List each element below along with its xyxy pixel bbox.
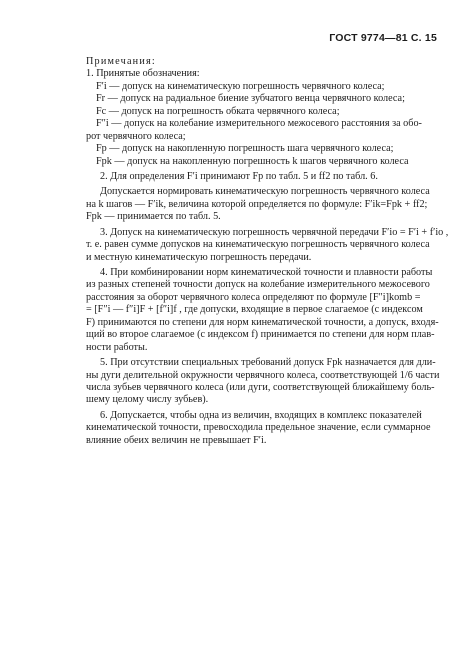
text-line: 5. При отсутствии специальных требований допуск Fpk назначается для дли-: [100, 357, 436, 369]
notes-lines: [86, 68, 449, 447]
text-line: кинематической точности, превосходила предельное значение, если суммарное: [86, 422, 431, 434]
text-line: Fc — допуск на погрешность обката червячного колеса;: [96, 105, 340, 117]
text-line: Fp — допуск на накопленную погрешность шага червячного колеса;: [96, 143, 394, 155]
text-line: ности работы.: [86, 341, 148, 353]
text-line: = [F″i — f″i]F + [f″i]f , где допуски, входящие в первое слагаемое (с индексом: [86, 304, 423, 316]
text-line: т. е. равен сумме допусков на кинематическую погрешность червячного колеса: [86, 239, 430, 251]
text-line: 4. При комбинировании норм кинематической точности и плавности работы: [100, 267, 433, 278]
text-line: 6. Допускается, чтобы одна из величин, входящих в комплекс показателей: [100, 409, 422, 421]
text-line: F″i — допуск на колебание измерительного межосевого расстояния за обо-: [96, 118, 422, 130]
notes-title: Примечания:: [86, 56, 156, 67]
notes-block: [86, 56, 449, 447]
text-line: Допускается нормировать кинематическую погрешность червячного колеса: [100, 186, 430, 198]
text-line: Fpk — допуск на накопленную погрешность k шагов червячного колеса: [96, 155, 409, 167]
text-line: F) принимаются по степени для норм кинематической точности, а допуск, входя-: [86, 316, 439, 328]
text-line: ны дуги делительной окружности червячного колеса, соответствующей 1/6 части: [86, 369, 440, 381]
text-line: Fr — допуск на радиальное биение зубчатого венца червячного колеса;: [96, 93, 405, 105]
text-line: на k шагов — F′ik, величина которой определяется по формуле: F′ik=Fpk + ff2;: [86, 198, 428, 210]
text-line: щий во второе слагаемое (с индексом f) принимается по степени для норм плав-: [86, 329, 435, 341]
text-line: шему целому числу зубьев).: [86, 394, 209, 406]
text-line: 1. Принятые обозначения:: [86, 68, 200, 80]
text-line: 2. Для определения F′i принимают Fp по табл. 5 и ff2 по табл. 6.: [100, 170, 378, 182]
page-header: ГОСТ 9774—81 С. 15: [329, 32, 437, 44]
text-line: 3. Допуск на кинематическую погрешность червячной передачи F′io = F′i + f′io ,: [100, 226, 449, 238]
text-line: F′i — допуск на кинематическую погрешность червячного колеса;: [96, 80, 385, 92]
text-line: из разных степеней точности допуск на колебание измерительного межосевого: [86, 279, 430, 291]
text-line: влияние обеих величин не превышает F′i.: [86, 434, 267, 446]
text-line: числа зубьев червячного колеса (или дуги, соответствующей ближайшему боль-: [86, 381, 435, 393]
text-line: Fpk — принимается по табл. 5.: [86, 211, 221, 223]
text-line: рот червячного колеса;: [86, 130, 186, 142]
text-line: и местную кинематическую погрешность передачи.: [86, 251, 312, 263]
text-line: расстояния за оборот червячного колеса определяют по формуле [F″i]komb =: [86, 291, 421, 303]
